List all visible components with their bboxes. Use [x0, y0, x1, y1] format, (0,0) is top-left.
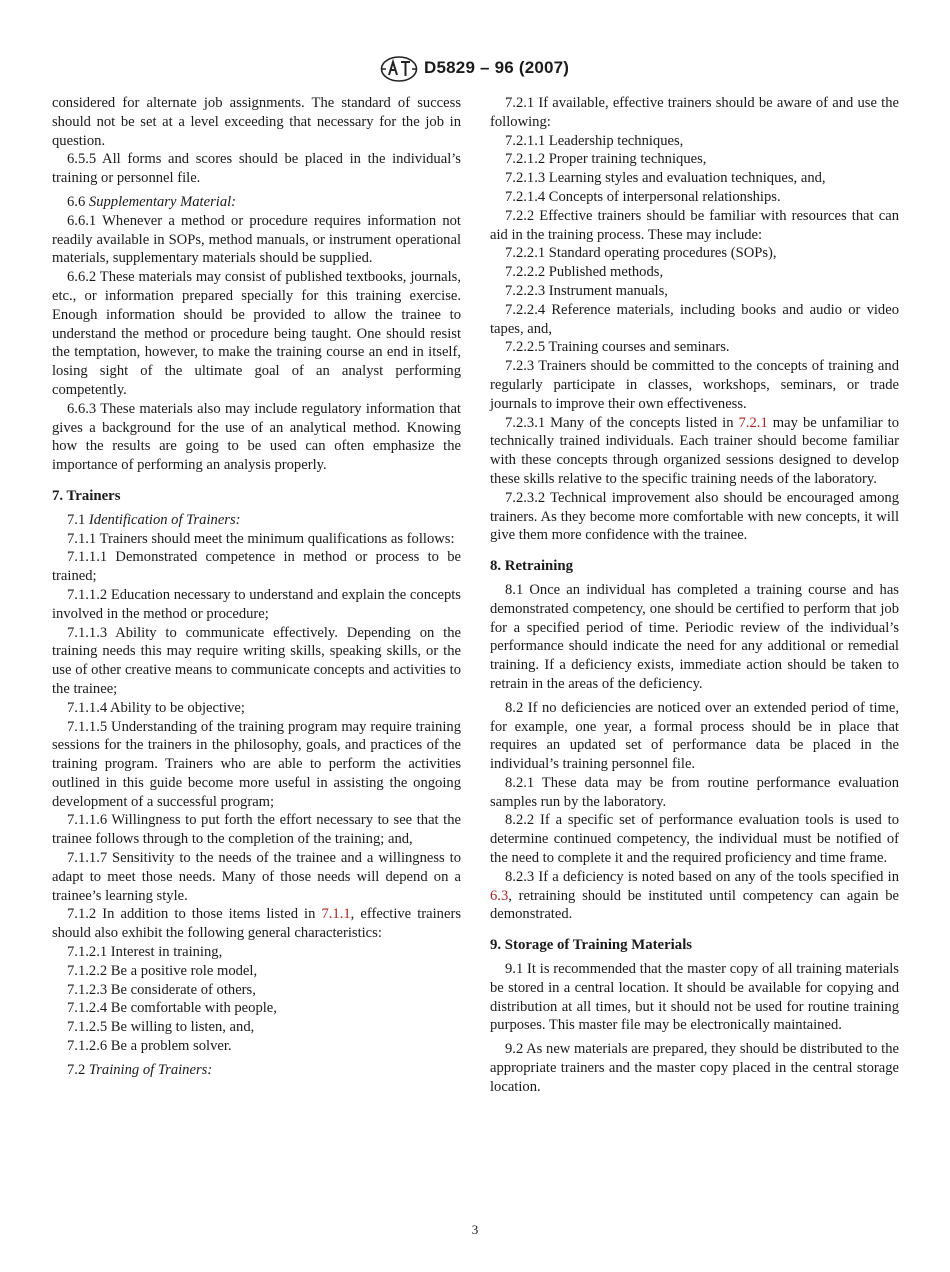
paragraph: 8.1 Once an individual has completed a training course and has demonstrated competency, one should be certified to perform that job for a specified period of time. Periodic review of the individual’s performance should indicate the need for any additional or remedial training. If a deficiency exists, immediate action should be taken to retrain in the areas of the deficiency. [490, 581, 899, 692]
list-item: 7.1.1.6 Willingness to put forth the effort necessary to see that the trainee follows through to the completion of the training; and, [52, 812, 461, 848]
list-item: 7.2.2.5 Training courses and seminars. [505, 339, 730, 356]
paragraph: 7.1.1 Trainers should meet the minimum qualifications as follows: [67, 530, 455, 547]
paragraph: 9.2 As new materials are prepared, they should be distributed to the appropriate trainers and the master copy placed in the central storage location. [490, 1041, 899, 1095]
list-item: 7.2.1.3 Learning styles and evaluation techniques, and, [505, 170, 826, 187]
subsection-heading: 7.1 Identification of Trainers: [67, 511, 241, 528]
right-column [490, 94, 899, 1097]
subsection-heading: 7.2 Training of Trainers: [67, 1061, 213, 1078]
left-column [52, 94, 461, 1080]
page-header [0, 56, 950, 84]
list-item: 7.1.2.3 Be considerate of others, [67, 981, 256, 998]
list-item: 7.1.2.1 Interest in training, [67, 944, 223, 961]
document-id: D5829 – 96 (2007) [424, 58, 570, 77]
paragraph: 8.2.2 If a specific set of performance evaluation tools is used to determine continued competency, the individual must be notified of the need to complete it and the required proficiency and time frame. [490, 812, 899, 867]
list-item: 7.1.1.5 Understanding of the training program may require training sessions for the trainers in the philosophy, goals, and practices of the training program. Trainers who are able to perform the activities outlined in this guide become more useful in assisting the ongoing development of a successful program; [52, 718, 461, 810]
list-item: 7.1.2.6 Be a problem solver. [67, 1038, 232, 1055]
paragraph: 8.2 If no deficiencies are noticed over an extended period of time, for example, one year, a formal process should be in place that requires an updated set of performance data be placed in the individual’s training personnel file. [490, 699, 899, 773]
paragraph: 8.2.1 These data may be from routine performance evaluation samples run by the laboratory. [490, 774, 899, 810]
paragraph: 6.5.5 All forms and scores should be placed in the individual’s training or personnel file. [52, 151, 461, 187]
list-item: 7.2.2.2 Published methods, [505, 264, 664, 281]
list-item: 7.2.1.1 Leadership techniques, [505, 132, 684, 149]
list-item: 7.1.1.1 Demonstrated competence in method or process to be trained; [52, 549, 461, 585]
paragraph: 7.2.3.2 Technical improvement also should be encouraged among trainers. As they become more comfortable with new concepts, it will give them more confidence with the trainee. [490, 489, 899, 544]
list-item: 7.2.2.1 Standard operating procedures (SOPs), [505, 245, 777, 262]
paragraph: 6.6.1 Whenever a method or procedure requires information not readily available in SOPs, method manuals, or instrument operational materials, supplementary materials should be supplied. [52, 212, 461, 267]
list-item: 7.1.1.3 Ability to communicate effectively. Depending on the training needs this may require writing skills, speaking skills, or the use of other creative means to communicate concepts and activities to the trainee; [52, 624, 461, 697]
list-item: 7.2.1.4 Concepts of interpersonal relationships. [505, 188, 781, 205]
cross-reference-link[interactable]: 6.3 [490, 887, 509, 904]
section-heading: 9. Storage of Training Materials [490, 937, 693, 954]
paragraph: 6.6.3 These materials also may include regulatory information that gives a background for the use of an analytical method. Knowing how the results are going to be used can often emphasize the importance of performing an analysis properly. [52, 400, 461, 474]
list-item: 7.1.1.4 Ability to be objective; [67, 699, 245, 716]
section-heading: 7. Trainers [52, 487, 121, 504]
cross-reference-link[interactable]: 7.1.1 [321, 906, 351, 923]
list-item: 7.1.1.7 Sensitivity to the needs of the trainee and a willingness to adapt to meet those needs. Many of those needs will depend on a trainee’s learning style. [52, 850, 461, 904]
paragraph: 9.1 It is recommended that the master copy of all training materials be stored in a central location. It should be available for copying and distribution at all times, but it should not be used for routine training purposes. This master file may be electronically maintained. [490, 961, 899, 1034]
list-item: 7.2.2.4 Reference materials, including books and audio or video tapes, and, [490, 301, 899, 337]
paragraph: 7.2.2 Effective trainers should be familiar with resources that can aid in the training process. These may include: [490, 207, 899, 243]
list-item: 7.2.2.3 Instrument manuals, [505, 282, 668, 299]
paragraph: 7.1.2 In addition to those items listed in 7.1.1, effective trainers should also exhibit the following general characteristics: [52, 906, 461, 942]
list-item: 7.1.2.4 Be comfortable with people, [67, 1000, 277, 1017]
paragraph: 7.2.3.1 Many of the concepts listed in 7.2.1 may be unfamiliar to technically trained individuals. Each trainer should become familiar with these concepts through organized sessions designed to develop these skills relative to the specific training needs of the laboratory. [490, 414, 899, 487]
page-number: 3 [471, 1222, 479, 1237]
paragraph: 6.6.2 These materials may consist of published textbooks, journals, etc., or information prepared specially for this training exercise. Enough information should be provided to allow the trainee to understand the method or procedure being taught. One should resist the temptation, however, to make the training course an end in itself, losing sight of the ultimate goal of an analyst performing competently. [52, 269, 461, 398]
paragraph: 7.2.3 Trainers should be committed to the concepts of training and regularly participate in classes, workshops, seminars, or trade journals to improve their own effectiveness. [490, 358, 899, 412]
list-item: 7.1.2.2 Be a positive role model, [67, 962, 258, 979]
paragraph: 7.2.1 If available, effective trainers should be aware of and use the following: [490, 95, 899, 130]
list-item: 7.1.1.2 Education necessary to understand and explain the concepts involved in the method or procedure; [52, 586, 461, 622]
list-item: 7.1.2.5 Be willing to listen, and, [67, 1019, 255, 1036]
cross-reference-link[interactable]: 7.2.1 [738, 414, 768, 431]
list-item: 7.2.1.2 Proper training techniques, [505, 151, 707, 168]
paragraph: 8.2.3 If a deficiency is noted based on any of the tools specified in 6.3, retraining should be instituted until competency can again be demonstrated. [490, 868, 899, 923]
section-heading: 8. Retraining [490, 558, 574, 575]
astm-logo-icon [380, 56, 418, 82]
paragraph: considered for alternate job assignments. The standard of success should not be set at a level exceeding that necessary for the job in question. [52, 95, 461, 149]
subsection-heading: 6.6 Supplementary Material: [67, 193, 237, 210]
